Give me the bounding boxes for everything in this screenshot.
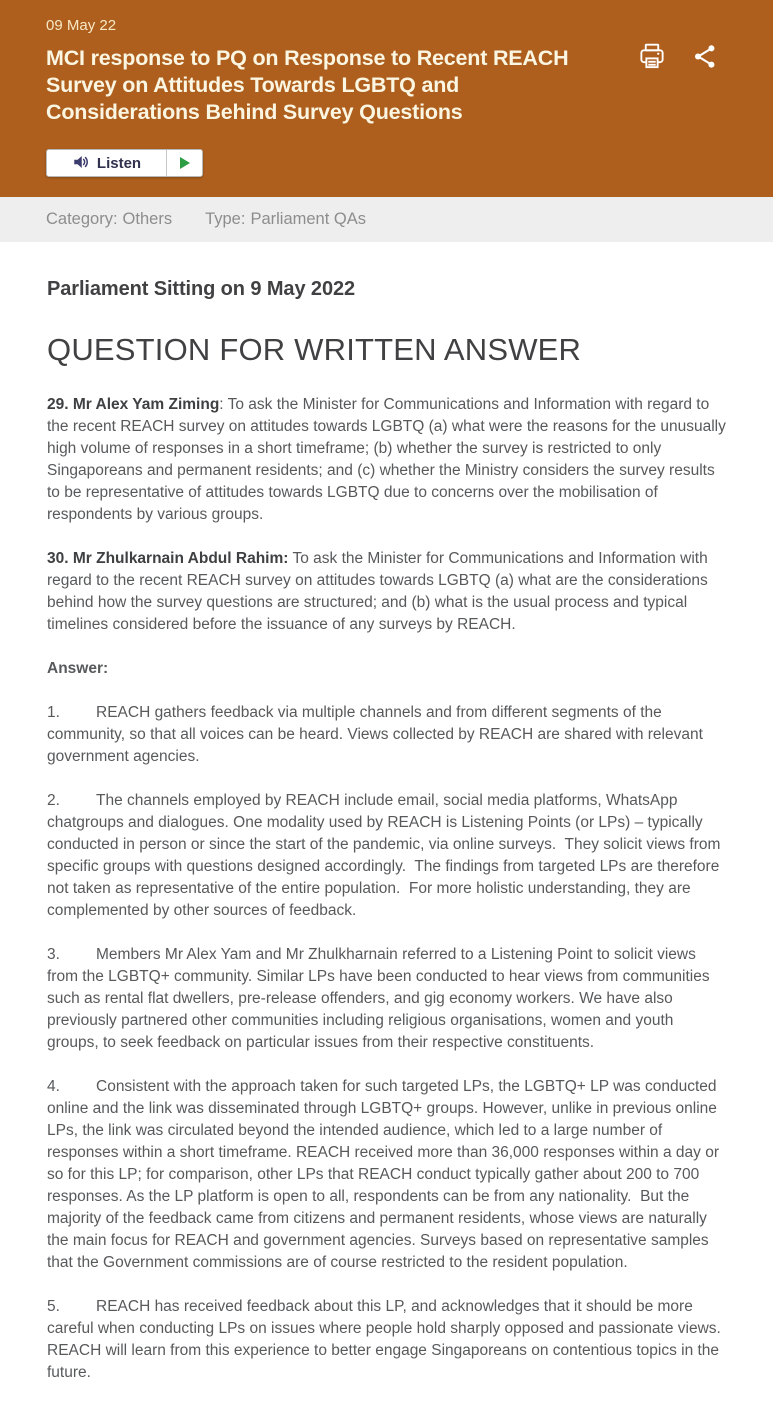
paragraph-number: 5. [47, 1298, 60, 1315]
answer-text: The channels employed by REACH include email, social media platforms, WhatsApp chatgroups and dialogues. One modality used by REACH is Listening Points (or LPs) – typically conducted in person or since the start of the pandemic, via online surveys. They solicit views from specific groups with questions designed accordingly. The findings from targeted LPs are therefore not taken as representative of the entire population. For more holistic understanding, they are complemented by other sources of feedback. [47, 792, 725, 919]
answer-text: Consistent with the approach taken for such targeted LPs, the LGBTQ+ LP was conducted online and the link was disseminated through LGBTQ+ groups. However, unlike in previous online LPs, the link was circulated beyond the intended audience, which led to a large number of responses within a short timeframe. REACH received more than 36,000 responses within a day or so for this LP; for comparison, other LPs that REACH conduct typically gather about 200 to 700 responses. As the LP platform is open to all, respondents can be from any nationality. But the majority of the feedback came from citizens and permanent residents, whose views are naturally the main focus for REACH and government agencies. Surveys based on representative samples that the Government commissions are of course restricted to the resident population. [47, 1078, 724, 1271]
question-paragraph [47, 548, 726, 636]
answer-text: Members Mr Alex Yam and Mr Zhulkharnain referred to a Listening Point to solicit views from the LGBTQ+ community. Similar LPs have been conducted to hear views from communities such as rental flat dwellers, pre-release offenders, and gig economy workers. We have also previously partnered other communities including religious organisations, women and youth groups, to seek feedback on particular issues from their respective constituents. [47, 946, 714, 1051]
play-icon [180, 157, 190, 169]
speaker-icon [72, 153, 90, 174]
answer-text: REACH has received feedback about this LP, and acknowledges that it should be more careful when conducting LPs on issues where people hold sharply opposed and passionate views. REACH will learn from this experience to better engage Singaporeans on contentious topics in the future. [47, 1298, 726, 1381]
type-text [205, 210, 366, 229]
share-button[interactable] [691, 41, 719, 75]
answer-paragraph [47, 702, 726, 768]
category-text [46, 210, 172, 229]
answer-label: Answer: [47, 660, 109, 677]
listen-widget [46, 149, 203, 177]
listen-play-button[interactable] [166, 150, 202, 176]
question-text: : To ask the Minister for Communications and Information with regard to the recent REACH survey on attitudes towards LGBTQ (a) what were the reasons for the unusually high volume of responses in a short timeframe; (b) whether the survey is restricted to only Singaporeans and permanent residents; and (c) whether the Ministry considers the survey results to be representative of attitudes towards LGBTQ due to concerns over the mobilisation of respondents by various groups. [47, 396, 731, 523]
question-text: To ask the Minister for Communications and Information with regard to the recent REACH survey on attitudes towards LGBTQ (a) what are the considerations behind how the survey questions are structured; and (b) what is the usual process and typical timelines considered before the issuance of any surveys by REACH. [47, 550, 713, 633]
share-icon [691, 60, 719, 75]
answer-paragraph [47, 790, 726, 922]
type-value: Parliament QAs [250, 210, 366, 228]
listen-label: Listen [96, 154, 142, 172]
paragraph-number: 3. [47, 946, 60, 963]
question-paragraph [47, 394, 731, 526]
paragraph-number: 1. [47, 704, 60, 721]
question-mp-name: 30. Mr Zhulkarnain Abdul Rahim: [47, 550, 289, 567]
category-value: Others [122, 210, 173, 228]
listen-button[interactable] [47, 150, 166, 176]
paragraph-number: 2. [47, 792, 60, 809]
answer-paragraph [47, 1076, 726, 1274]
category-label: Category: [46, 210, 118, 228]
answer-paragraph [47, 1296, 726, 1384]
answer-paragraph [47, 944, 726, 1054]
sitting-heading: Parliament Sitting on 9 May 2022 [47, 278, 356, 300]
type-label: Type: [205, 210, 246, 228]
print-icon [637, 60, 667, 75]
paragraph-number: 4. [47, 1078, 60, 1095]
page-header [0, 0, 773, 197]
article-body [0, 242, 773, 1414]
meta-bar [0, 197, 773, 242]
print-button[interactable] [637, 41, 667, 75]
article-date: 09 May 22 [46, 17, 117, 34]
answer-text: REACH gathers feedback via multiple channels and from different segments of the community, so that all voices can be heard. Views collected by REACH are shared with relevant government agencies. [47, 704, 708, 765]
page-title: MCI response to PQ on Response to Recent REACH Survey on Attitudes Towards LGBTQ and Considerations Behind Survey Questions [46, 46, 569, 124]
header-actions [637, 41, 719, 75]
question-heading: QUESTION FOR WRITTEN ANSWER [47, 332, 582, 367]
question-mp-name: 29. Mr Alex Yam Ziming [47, 396, 220, 413]
